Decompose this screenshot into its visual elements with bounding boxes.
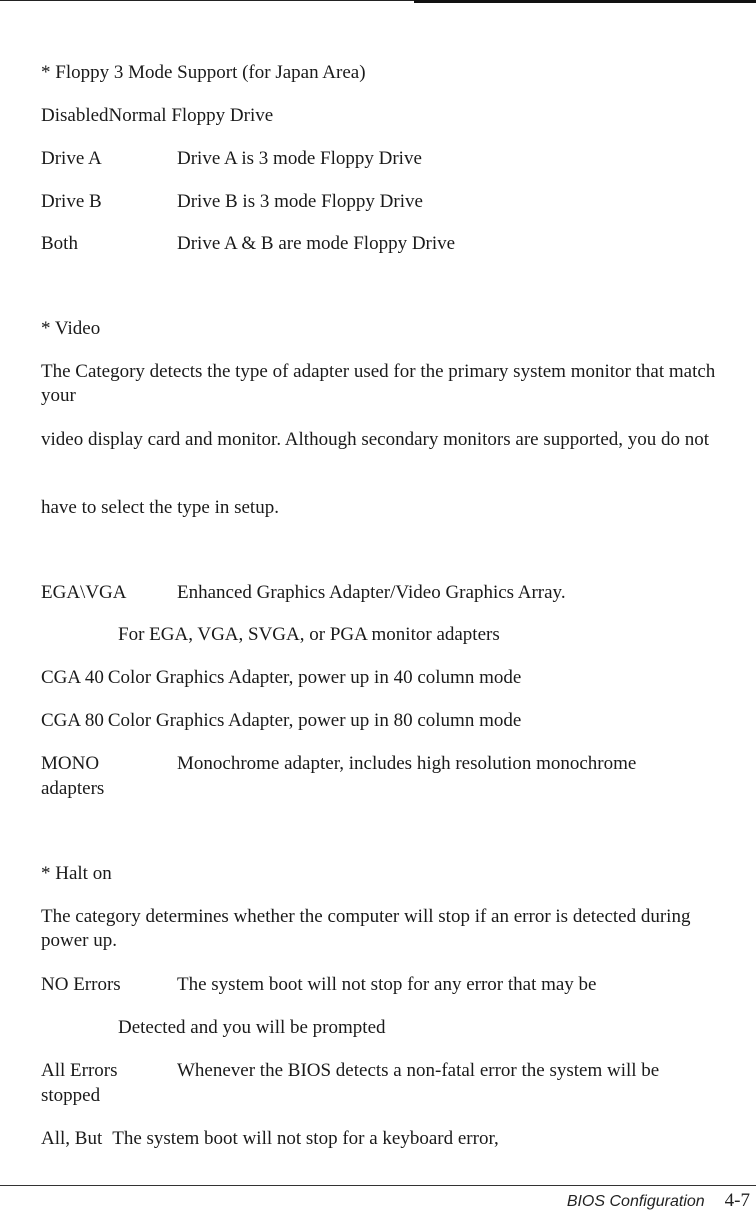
video-paragraph-3: have to select the type in setup. — [41, 497, 279, 518]
row-desc: Drive B is 3 mode Floppy Drive — [177, 191, 423, 212]
row-term: CGA 80 — [41, 710, 104, 731]
row-desc: The system boot will not stop for a keyboard error, — [112, 1128, 499, 1149]
video-row — [41, 752, 756, 776]
row-desc: Enhanced Graphics Adapter/Video Graphics Array. — [177, 582, 566, 603]
row-desc: Color Graphics Adapter, power up in 80 column mode — [107, 710, 522, 731]
halt-paragraph: The category determines whether the computer will stop if an error is detected during power up. — [41, 906, 691, 951]
row-term: MONO — [41, 753, 100, 774]
row-term: NO Errors — [41, 974, 121, 995]
footer-section-title: BIOS Configuration — [566, 1193, 705, 1210]
row-desc: For EGA, VGA, SVGA, or PGA monitor adapters — [118, 624, 500, 645]
floppy-row — [41, 147, 756, 171]
video-row — [41, 709, 521, 733]
row-desc: The system boot will not stop for any error that may be — [177, 974, 597, 995]
floppy-heading: * Floppy 3 Mode Support (for Japan Area) — [41, 62, 366, 83]
page-footer — [567, 1190, 750, 1212]
halt-row — [41, 973, 756, 997]
footer-rule — [0, 1185, 756, 1186]
video-row — [41, 666, 521, 690]
video-paragraph-2: video display card and monitor. Although secondary monitors are supported, you do not — [41, 429, 710, 450]
row-term: EGA\VGA — [41, 582, 127, 603]
row-desc: Monochrome adapter, includes high resolution monochrome — [177, 753, 637, 774]
floppy-row — [41, 232, 756, 256]
floppy-row — [41, 190, 756, 214]
halt-row-continuation: stopped — [41, 1085, 101, 1106]
row-term: All, But — [41, 1128, 103, 1149]
row-desc: Whenever the BIOS detects a non-fatal error the system will be — [177, 1060, 660, 1081]
halt-row — [41, 1059, 756, 1083]
page-number: 4-7 — [724, 1190, 750, 1211]
row-term: CGA 40 — [41, 667, 104, 688]
halt-row — [118, 1016, 386, 1040]
header-rule-thick — [414, 0, 756, 3]
video-row — [41, 581, 756, 605]
row-term: Both — [41, 233, 78, 254]
floppy-row — [41, 104, 273, 128]
halt-row — [41, 1127, 499, 1151]
row-desc: Drive A & B are mode Floppy Drive — [177, 233, 456, 254]
row-desc: Drive A is 3 mode Floppy Drive — [177, 148, 422, 169]
video-heading: * Video — [41, 318, 101, 339]
video-row-continuation: adapters — [41, 778, 105, 799]
header-rule-thin — [0, 0, 414, 1]
row-term: Drive A — [41, 148, 102, 169]
video-paragraph-1: The Category detects the type of adapter used for the primary system monitor that match your — [41, 361, 716, 406]
row-term: All Errors — [41, 1060, 118, 1081]
row-desc: Detected and you will be prompted — [118, 1017, 386, 1038]
row-desc: Color Graphics Adapter, power up in 40 column mode — [107, 667, 522, 688]
row-term: Disabled — [41, 105, 109, 126]
row-desc: Normal Floppy Drive — [108, 105, 274, 126]
video-row — [118, 623, 500, 647]
row-term: Drive B — [41, 191, 102, 212]
halt-heading: * Halt on — [41, 863, 112, 884]
